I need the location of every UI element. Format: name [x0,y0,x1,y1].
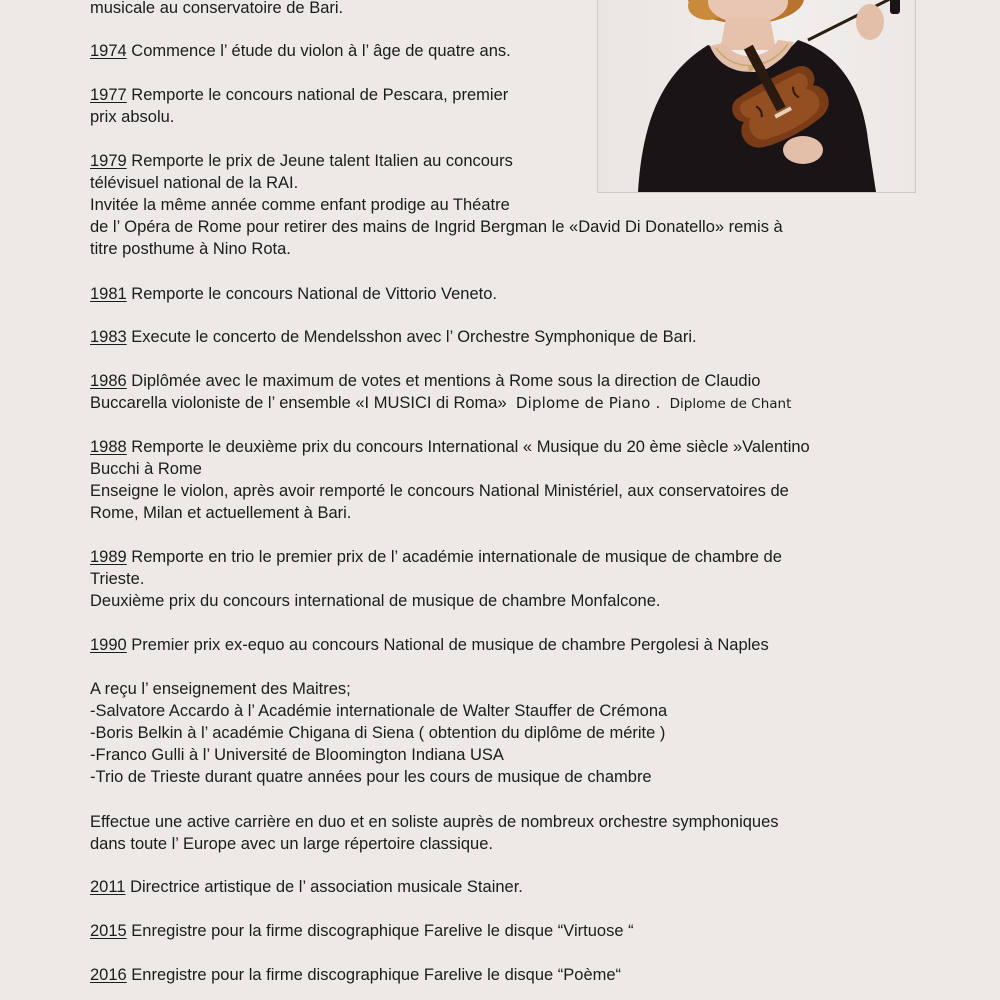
line-text: -Boris Belkin à l’ académie Chigana di Siena ( obtention du diplôme de mérite ) [90,724,666,742]
text-line [90,546,782,568]
text-line [90,172,298,194]
text-line [90,326,697,348]
line-text: Buccarella violoniste de l’ ensemble «I MUSICI di Roma» [90,394,507,412]
text-line [90,700,667,722]
text-line [90,40,511,62]
text-line [90,502,351,524]
text-line [90,833,493,855]
line-text: Effectue une active carrière en duo et en soliste auprès de nombreux orchestre symphoniques [90,813,779,831]
line-text: prix absolu. [90,108,175,126]
text-line [90,0,343,19]
line-text: Rome, Milan et actuellement à Bari. [90,504,352,522]
line-text: Enregistre pour la firme discographique Farelive le disque “Virtuose “ [126,922,634,940]
year-label: 1977 [90,86,127,104]
line-text: Commence l’ étude du violon à l’ âge de quatre ans. [126,42,511,60]
text-line [90,238,291,260]
text-line [90,744,504,766]
text-line [90,150,513,172]
text-line [90,458,202,480]
line-text: de l’ Opéra de Rome pour retirer des mains de Ingrid Bergman le «David Di Donatello» remis à [90,218,783,236]
year-label: 1989 [90,548,127,566]
diploma-piano-note: Diplome de Piano . [515,394,661,412]
text-line [90,811,779,833]
text-line [90,920,634,942]
text-line [90,722,665,744]
line-text: Deuxième prix du concours international de musique de chambre Monfalcone. [90,592,661,610]
line-text: Remporte le concours National de Vittorio Veneto. [126,285,497,303]
line-text: Trieste. [90,570,145,588]
text-line [90,194,510,216]
year-label: 1981 [90,285,127,303]
portrait-illustration [598,0,915,192]
line-text: Directrice artistique de l’ association musicale Stainer. [125,878,523,896]
line-text: Invitée la même année comme enfant prodige au Théatre [90,196,510,214]
line-text: -Franco Gulli à l’ Université de Bloomington Indiana USA [90,746,504,764]
year-label: 1983 [90,328,127,346]
text-line [90,876,523,898]
text-line [90,766,652,788]
text-line [90,480,789,502]
text-line [90,964,621,986]
year-label: 1979 [90,152,127,170]
line-text: Premier prix ex-equo au concours National de musique de chambre Pergolesi à Naples [126,636,769,654]
line-text: Remporte le deuxième prix du concours International « Musique du 20 ème siècle »Valentino [126,438,810,456]
year-label: 2015 [90,922,127,940]
text-line [90,370,760,392]
line-text: Remporte le prix de Jeune talent Italien au concours [126,152,513,170]
year-label: 2016 [90,966,127,984]
text-line [90,84,508,106]
line-text: A reçu l’ enseignement des Maitres; [90,680,351,698]
text-line [90,568,144,590]
text-line [90,590,660,612]
line-text: Enseigne le violon, après avoir remporté le concours National Ministériel, aux conservatoires de [90,482,789,500]
year-label: 1974 [90,42,127,60]
violinist-portrait-icon [597,0,916,193]
text-line [90,634,769,656]
line-text: -Trio de Trieste durant quatre années pour les cours de musique de chambre [90,768,652,786]
line-text: Execute le concerto de Mendelsshon avec l’ Orchestre Symphonique de Bari. [126,328,697,346]
line-text: Remporte le concours national de Pescara, premier [126,86,509,104]
text-line [90,678,351,700]
text-line [90,106,174,128]
year-label: 1990 [90,636,127,654]
year-label: 1986 [90,372,127,390]
year-label: 1988 [90,438,127,456]
line-text: Enregistre pour la firme discographique Farelive le disque “Poème“ [126,966,622,984]
line-text: dans toute l’ Europe avec un large répertoire classique. [90,835,493,853]
line-text: Bucchi à Rome [90,460,202,478]
diploma-chant-note: Diplome de Chant [669,396,792,412]
line-text: télévisuel national de la RAI. [90,174,299,192]
text-line [90,216,783,238]
line-text: titre posthume à Nino Rota. [90,240,291,258]
line-text: -Salvatore Accardo à l’ Académie internationale de Walter Stauffer de Crémona [90,702,668,720]
text-line [90,392,791,415]
year-label: 2011 [90,878,126,896]
line-text: musicale au conservatoire de Bari. [90,0,344,17]
line-text: Diplômée avec le maximum de votes et mentions à Rome sous la direction de Claudio [126,372,761,390]
text-line [90,283,497,305]
text-line [90,436,810,458]
line-text: Remporte en trio le premier prix de l’ académie internationale de musique de chambre de [126,548,782,566]
